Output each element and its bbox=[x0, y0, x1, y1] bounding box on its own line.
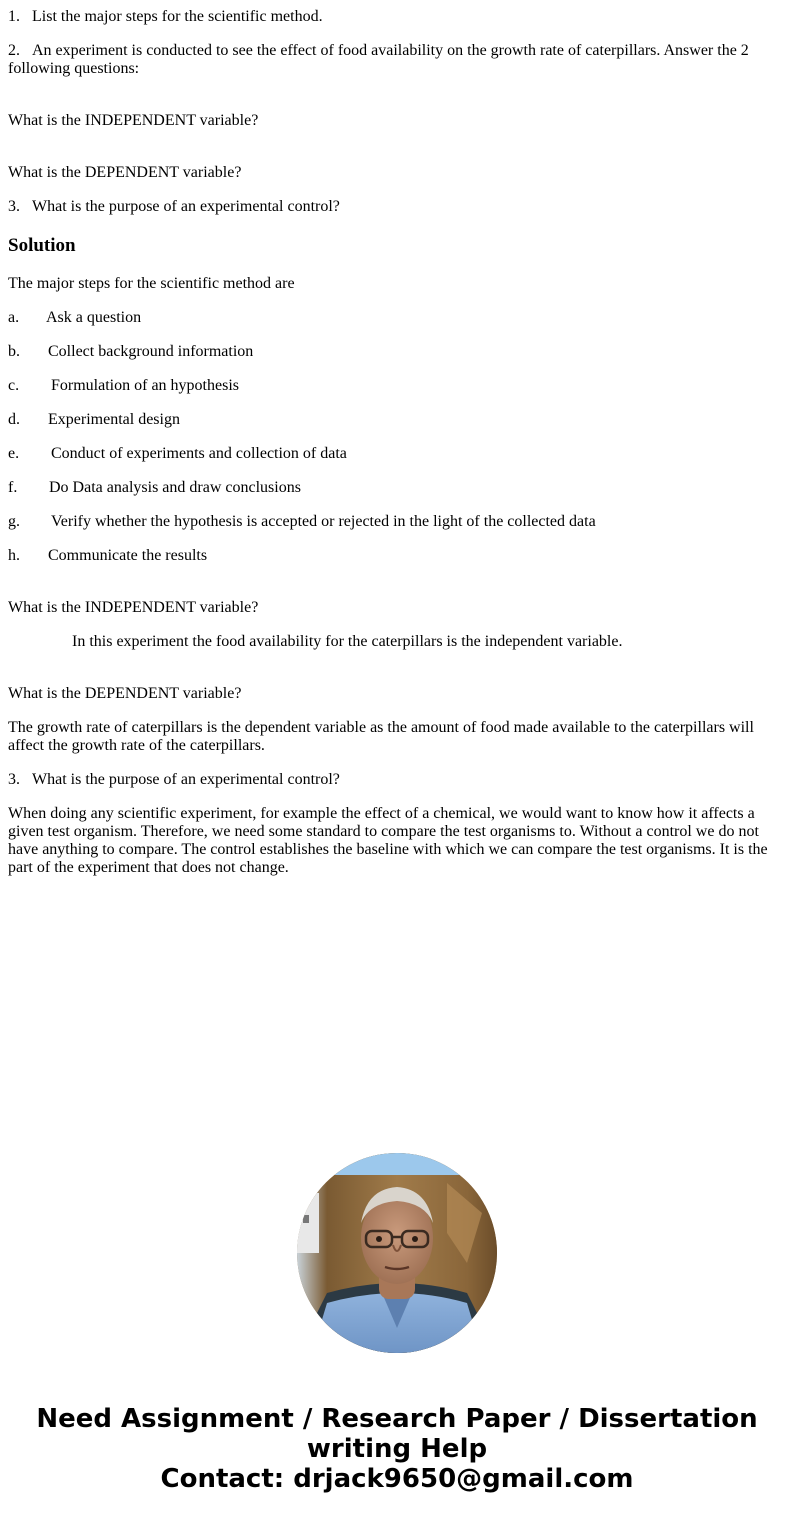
step-item bbox=[8, 547, 778, 565]
step-letter: d. bbox=[8, 411, 20, 428]
step-item bbox=[8, 479, 778, 497]
control-question-text: What is the purpose of an experimental control? bbox=[32, 771, 340, 788]
step-text: Do Data analysis and draw conclusions bbox=[49, 479, 301, 496]
step-text: Communicate the results bbox=[48, 547, 208, 564]
step-letter: a. bbox=[8, 309, 20, 326]
question-2-number: 2. bbox=[8, 42, 20, 59]
dependent-question: What is the DEPENDENT variable? bbox=[8, 685, 242, 702]
question-2-text: An experiment is conducted to see the effect of food availability on the growth rate of caterpillars. Answer the 2 following questions: bbox=[8, 42, 749, 77]
step-item bbox=[8, 309, 778, 327]
step-letter: g. bbox=[8, 513, 20, 530]
step-item bbox=[8, 377, 778, 395]
step-letter: f. bbox=[8, 479, 18, 496]
question-3-number: 3. bbox=[8, 198, 20, 215]
step-letter: c. bbox=[8, 377, 20, 394]
control-question-number: 3. bbox=[8, 771, 20, 788]
question-1-number: 1. bbox=[8, 8, 20, 25]
step-letter: e. bbox=[8, 445, 20, 462]
step-text: Verify whether the hypothesis is accepted or rejected in the light of the collected data bbox=[51, 513, 596, 530]
promo-line-2: writing Help bbox=[306, 1434, 488, 1464]
step-text: Conduct of experiments and collection of data bbox=[51, 445, 347, 462]
promo-contact: Contact: drjack9650@gmail.com bbox=[160, 1464, 634, 1494]
solution-heading: Solution bbox=[8, 235, 76, 256]
control-answer: When doing any scientific experiment, for example the effect of a chemical, we would want to know how it affects a given test organism. Therefore, we need some standard to compare the test organisms to. Without a control we do not have anything to compare. The control establishes the baseline with which we can compare the test organisms. It is the part of the experiment that does not change. bbox=[8, 805, 768, 876]
promo-line-1: Need Assignment / Research Paper / Dissertation bbox=[36, 1404, 758, 1434]
step-text: Collect background information bbox=[48, 343, 254, 360]
step-item bbox=[8, 411, 778, 429]
promo-banner bbox=[0, 1404, 794, 1494]
control-question bbox=[8, 771, 778, 789]
step-text: Formulation of an hypothesis bbox=[51, 377, 239, 394]
step-text: Ask a question bbox=[46, 309, 142, 326]
independent-answer: In this experiment the food availability for the caterpillars is the independent variable. bbox=[72, 633, 623, 650]
step-item bbox=[8, 513, 778, 531]
author-portrait-image bbox=[297, 1153, 497, 1353]
solution-intro: The major steps for the scientific method are bbox=[8, 275, 295, 292]
step-item bbox=[8, 343, 778, 361]
question-3 bbox=[8, 198, 778, 216]
step-text: Experimental design bbox=[48, 411, 180, 428]
author-avatar bbox=[297, 1153, 497, 1353]
step-letter: h. bbox=[8, 547, 20, 564]
step-letter: b. bbox=[8, 343, 20, 360]
question-2b: What is the DEPENDENT variable? bbox=[8, 164, 242, 181]
question-2 bbox=[8, 42, 778, 78]
question-1-text: List the major steps for the scientific method. bbox=[32, 8, 323, 25]
question-3-text: What is the purpose of an experimental control? bbox=[32, 198, 340, 215]
step-item bbox=[8, 445, 778, 463]
question-2a: What is the INDEPENDENT variable? bbox=[8, 112, 259, 129]
dependent-answer: The growth rate of caterpillars is the dependent variable as the amount of food made available to the caterpillars will affect the growth rate of the caterpillars. bbox=[8, 719, 754, 754]
question-1 bbox=[8, 8, 778, 26]
independent-question: What is the INDEPENDENT variable? bbox=[8, 599, 259, 616]
